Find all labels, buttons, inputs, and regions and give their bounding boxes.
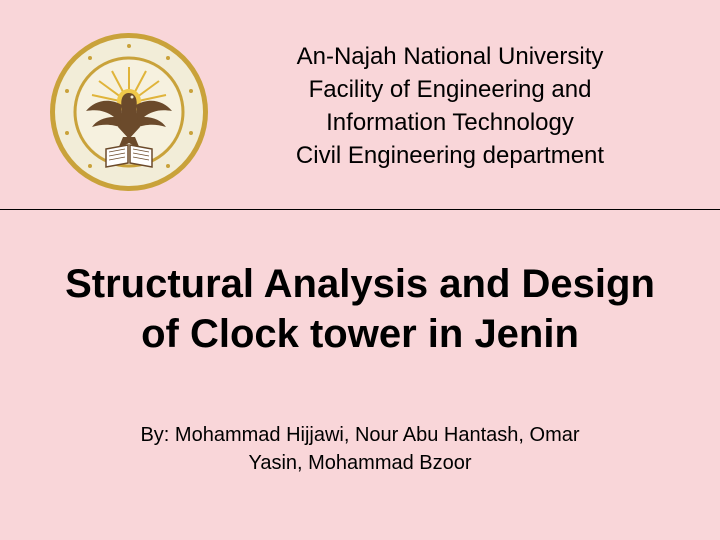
byline-line-1: By: Mohammad Hijjawi, Nour Abu Hantash, Omar	[140, 424, 580, 446]
university-name: An-Najah National University	[296, 43, 604, 70]
title-line-1: Structural Analysis and Design	[65, 262, 655, 306]
header-divider	[0, 209, 720, 210]
university-seal-logo	[48, 31, 210, 193]
slide-title	[10, 259, 710, 359]
department-name: Civil Engineering department	[295, 142, 605, 169]
faculty-name-line-2: Information Technology	[326, 109, 574, 136]
title-line-2: of Clock tower in Jenin	[141, 312, 579, 356]
authors-byline	[60, 421, 660, 477]
faculty-name-line-1: Facility of Engineering and	[308, 76, 592, 103]
institution-header	[250, 40, 650, 172]
byline-line-2: Yasin, Mohammad Bzoor	[248, 452, 472, 474]
eagle-eye	[131, 96, 134, 99]
